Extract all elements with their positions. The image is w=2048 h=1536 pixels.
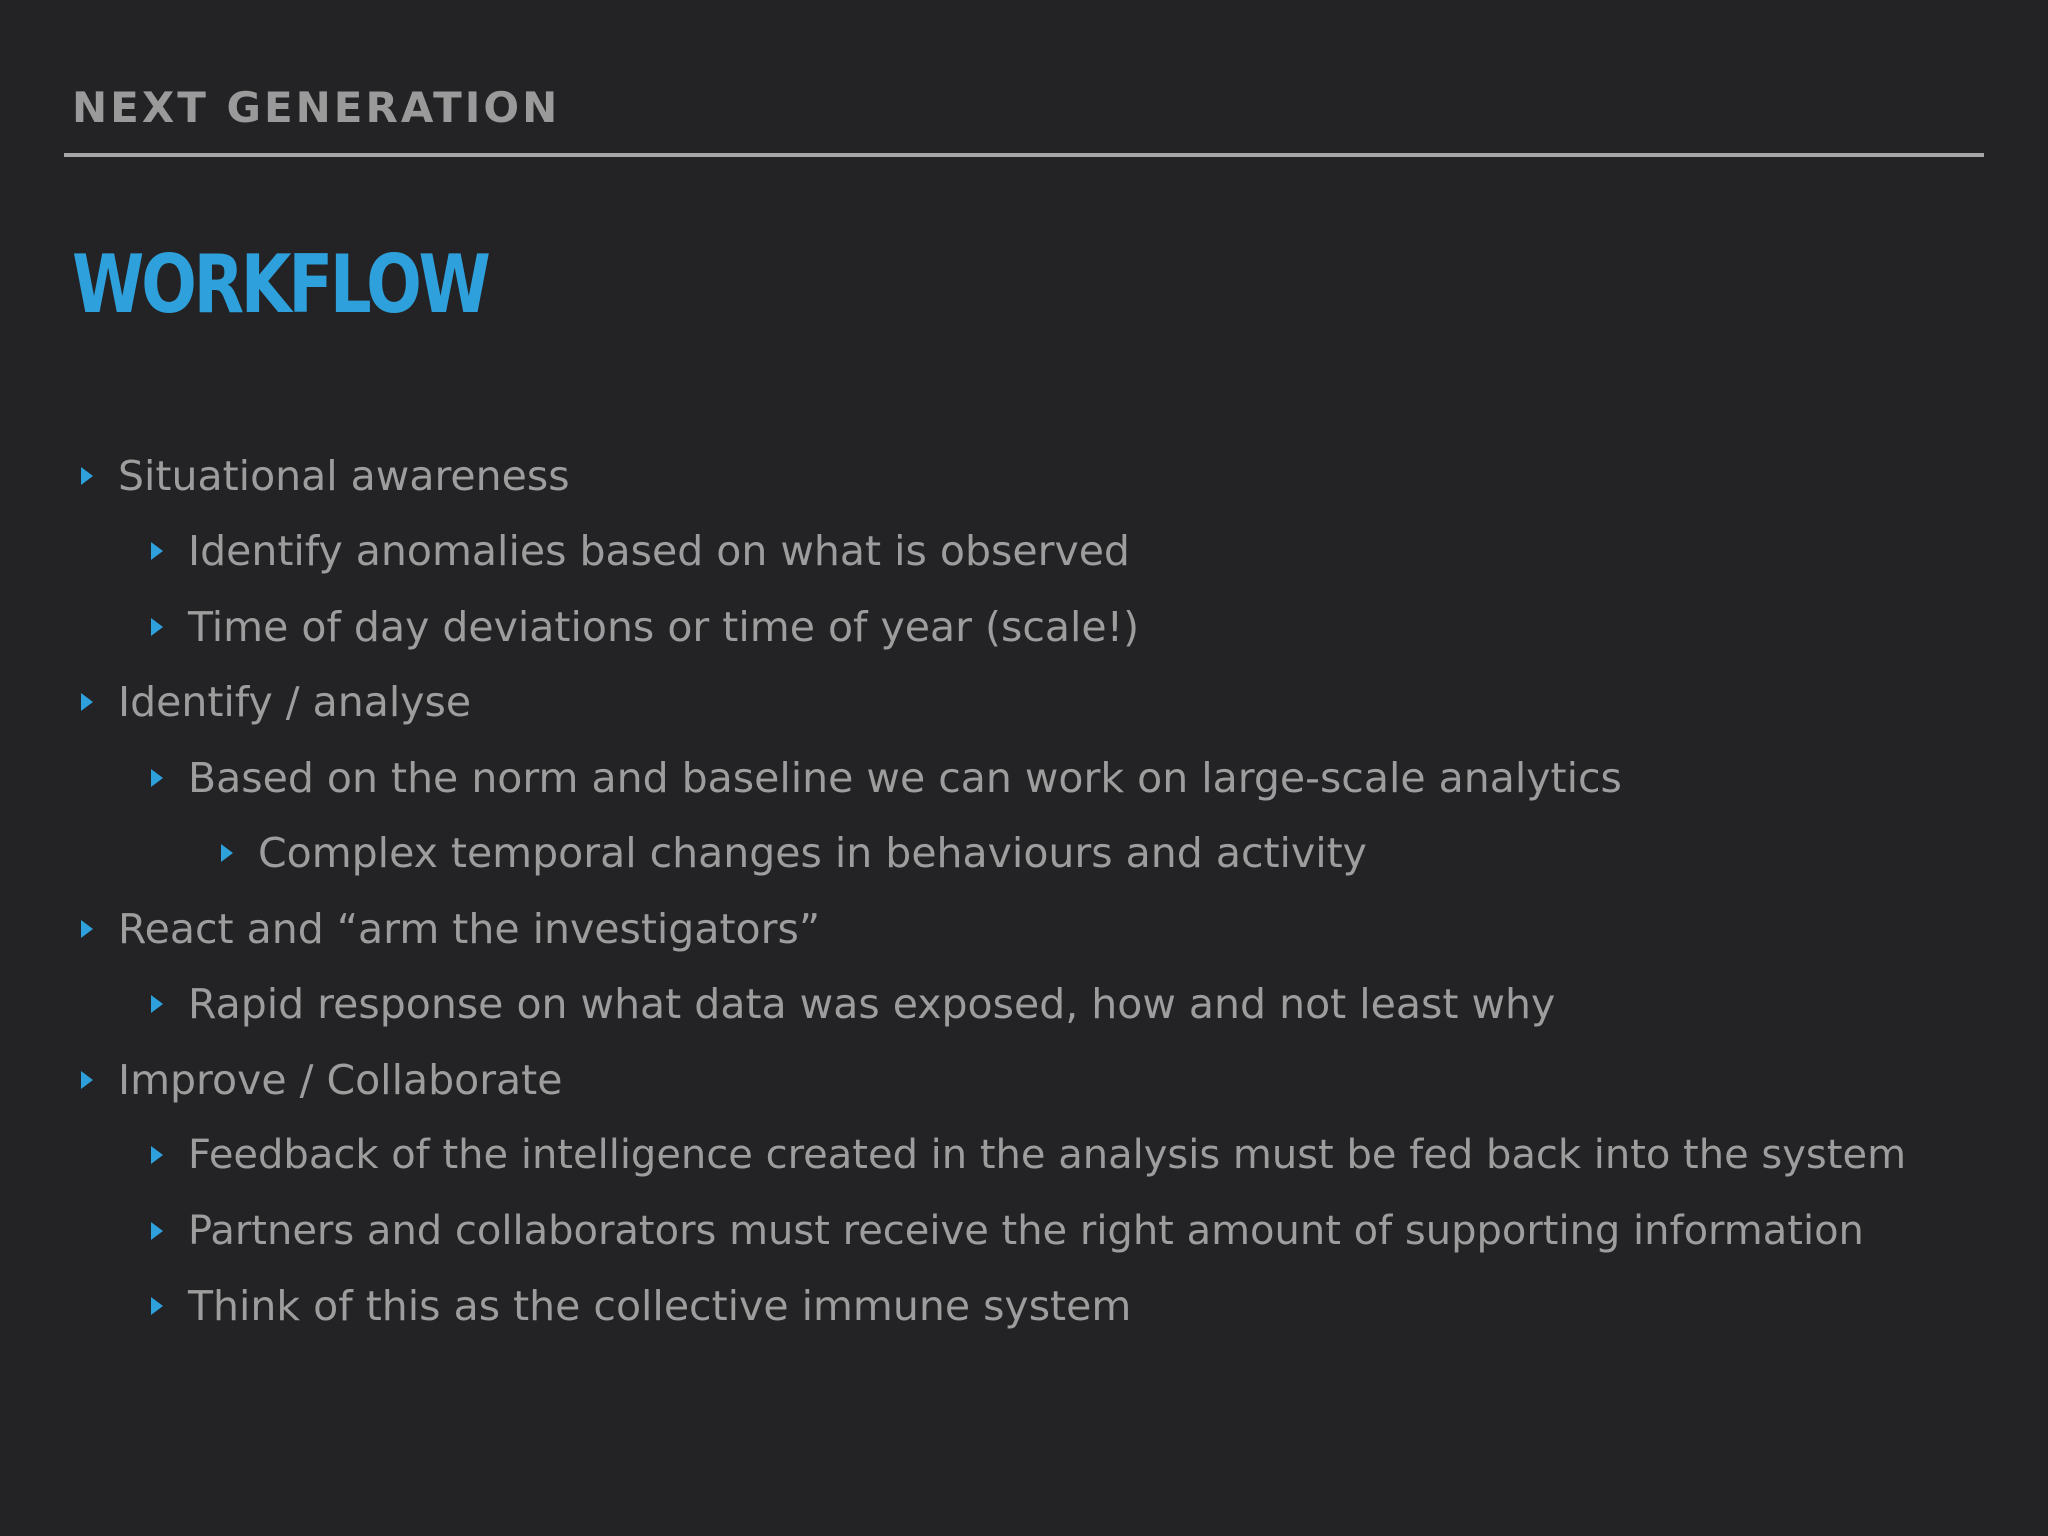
bullet-text: Rapid response on what data was exposed, how and not least why [188, 980, 1556, 1029]
bullet-item [0, 1042, 2048, 1118]
bullet-text: Improve / Collaborate [118, 1055, 563, 1104]
bullet-item [0, 514, 2048, 590]
triangle-right-icon [151, 995, 163, 1013]
triangle-right-icon [151, 769, 163, 787]
triangle-right-icon [151, 618, 163, 636]
bullet-text: Time of day deviations or time of year (scale!) [188, 602, 1140, 651]
bullet-item [0, 891, 2048, 967]
section-header: NEXT GENERATION [72, 83, 561, 132]
triangle-right-icon [151, 542, 163, 560]
bullet-text: Complex temporal changes in behaviours and activity [258, 829, 1367, 878]
bullet-text: Feedback of the intelligence created in the analysis must be fed back into the system [188, 1132, 1907, 1179]
triangle-right-icon [81, 467, 93, 485]
header-divider [64, 153, 1984, 157]
bullet-item [0, 740, 2048, 816]
bullet-item [0, 589, 2048, 665]
bullet-item [0, 1118, 2048, 1194]
bullet-text: Based on the norm and baseline we can work on large-scale analytics [188, 753, 1622, 802]
triangle-right-icon [151, 1297, 163, 1315]
bullet-list [0, 438, 2048, 1344]
bullet-text: Partners and collaborators must receive the right amount of supporting information [188, 1207, 1864, 1254]
bullet-text: Identify / analyse [118, 678, 472, 727]
triangle-right-icon [151, 1146, 163, 1164]
triangle-right-icon [81, 920, 93, 938]
bullet-item [0, 967, 2048, 1043]
slide-title: WORKFLOW [72, 238, 488, 331]
triangle-right-icon [151, 1222, 163, 1240]
triangle-right-icon [81, 1071, 93, 1089]
bullet-text: Think of this as the collective immune system [188, 1282, 1132, 1331]
bullet-item [0, 816, 2048, 892]
bullet-item [0, 1193, 2048, 1269]
bullet-text: React and “arm the investigators” [118, 904, 821, 953]
triangle-right-icon [81, 693, 93, 711]
bullet-text: Identify anomalies based on what is observed [188, 527, 1130, 576]
triangle-right-icon [221, 844, 233, 862]
bullet-item [0, 1269, 2048, 1345]
bullet-text: Situational awareness [118, 451, 570, 500]
bullet-item [0, 665, 2048, 741]
bullet-item [0, 438, 2048, 514]
